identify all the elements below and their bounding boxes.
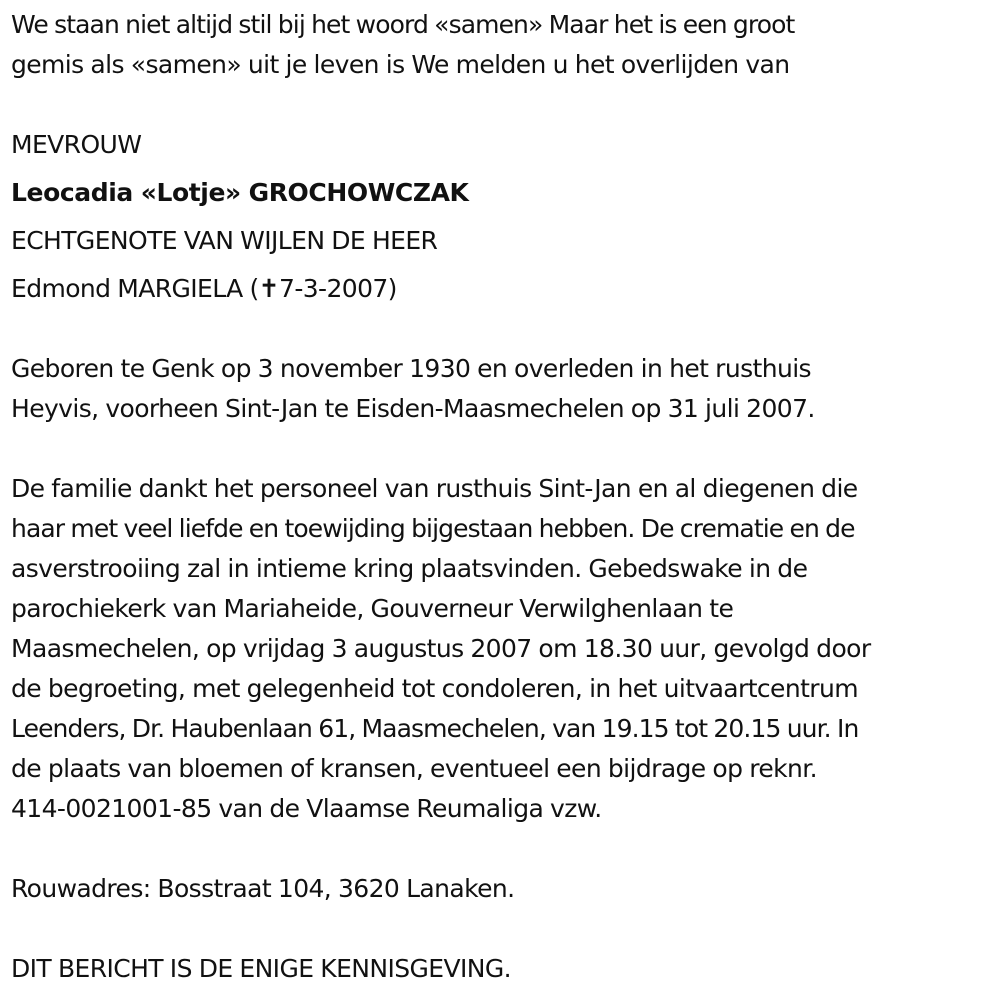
thanks-line: 414-0021001-85 van de Vlaamse Reumaliga vzw. <box>11 794 602 823</box>
birth-death-line: Heyvis, voorheen Sint-Jan te Eisden-Maasmechelen op 31 juli 2007. <box>11 394 815 423</box>
intro-line: gemis als «samen» uit je leven is We melden u het overlijden van <box>11 50 790 79</box>
thanks-line: de begroeting, met gelegenheid tot condoleren, in het uitvaartcentrum <box>11 674 858 703</box>
spacer <box>11 829 996 869</box>
thanks-line: De familie dankt het personeel van rusthuis Sint-Jan en al diegenen die <box>11 474 858 503</box>
thanks-line: de plaats van bloemen of kransen, eventueel een bijdrage op reknr. <box>11 754 818 783</box>
deceased-relation: ECHTGENOTE VAN WIJLEN DE HEER <box>11 226 438 255</box>
mourning-address: Rouwadres: Bosstraat 104, 3620 Lanaken. <box>11 874 515 903</box>
birth-death-line: Geboren te Genk op 3 november 1930 en overleden in het rusthuis <box>11 354 811 383</box>
spacer <box>11 909 996 949</box>
thanks-line: Maasmechelen, op vrijdag 3 augustus 2007 om 18.30 uur, gevolgd door <box>11 634 871 663</box>
thanks-line: Leenders, Dr. Haubenlaan 61, Maasmechelen, van 19.15 tot 20.15 uur. In <box>11 714 859 743</box>
spacer <box>11 309 996 349</box>
notice-statement: DIT BERICHT IS DE ENIGE KENNISGEVING. <box>11 954 511 983</box>
thanks-line: parochiekerk van Mariaheide, Gouverneur Verwilghenlaan te <box>11 594 734 623</box>
obituary-notice <box>11 5 996 989</box>
deceased-name: Leocadia «Lotje» GROCHOWCZAK <box>11 178 469 207</box>
deceased-title: MEVROUW <box>11 130 142 159</box>
intro-line: We staan niet altijd stil bij het woord «samen» Maar het is een groot <box>11 10 795 39</box>
thanks-line: haar met veel liefde en toewijding bijgestaan hebben. De crematie en de <box>11 514 855 543</box>
spacer <box>11 85 996 125</box>
intro-paragraph <box>11 5 996 85</box>
spouse-name: Edmond MARGIELA (✝7-3-2007) <box>11 274 397 303</box>
birth-death-paragraph <box>11 349 996 429</box>
spacer <box>11 429 996 469</box>
thanks-paragraph <box>11 469 996 829</box>
deceased-block <box>11 125 996 309</box>
thanks-line: asverstrooiing zal in intieme kring plaatsvinden. Gebedswake in de <box>11 554 808 583</box>
